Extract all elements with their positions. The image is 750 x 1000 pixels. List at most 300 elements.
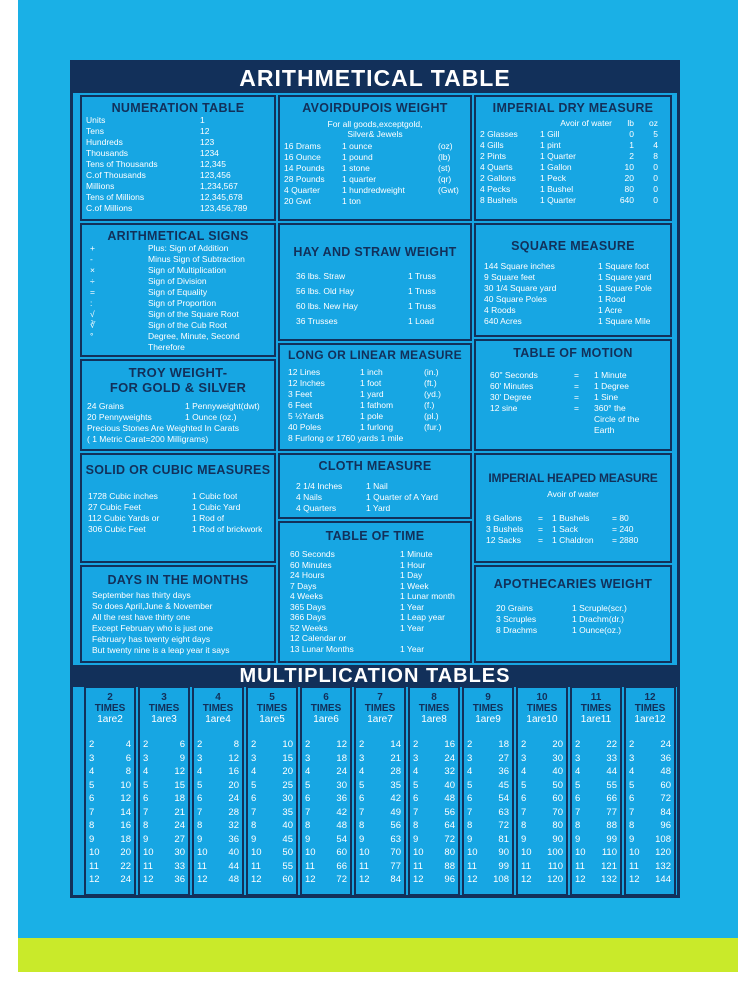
times-table-9 (462, 686, 514, 896)
table-row (467, 806, 509, 820)
product: 30 (282, 793, 293, 804)
times-name: 1are10 (526, 714, 558, 725)
table-row (467, 792, 509, 806)
product: 72 (336, 874, 347, 885)
list-item: 60 Seconds 1 Minute (290, 549, 433, 559)
table-row (89, 779, 131, 793)
table-row (251, 752, 293, 766)
list-item: 20 Gwt 1 ton (284, 196, 361, 206)
table-row (467, 833, 509, 847)
table-row (359, 752, 401, 766)
times-label: TIMES (580, 703, 612, 714)
product: 12 (336, 739, 347, 750)
table-row (359, 792, 401, 806)
table-row (575, 765, 617, 779)
multiplier: 12 (197, 874, 208, 885)
product: 24 (120, 874, 131, 885)
times-label: TIMES (364, 703, 396, 714)
product: 24 (444, 752, 455, 764)
multiplier: 12 (413, 874, 424, 885)
list-item: 20 Grains 1 Scruple(scr.) (496, 603, 627, 613)
times-number: 10 (536, 692, 548, 703)
times-label: TIMES (202, 703, 234, 714)
table-row (143, 819, 185, 833)
list-item: ∛ Sign of the Cub Root (90, 320, 227, 330)
multiplier: 10 (359, 847, 370, 858)
product: 24 (336, 766, 347, 777)
list-item: 3 Bushels = 1 Sack = 240 (486, 524, 634, 534)
product: 72 (660, 793, 671, 804)
multiplier: 7 (197, 806, 203, 818)
table-row (197, 792, 239, 806)
cover-bottom-stripe (18, 938, 738, 972)
list-item: 28 Pounds 1 quarter (qr) (284, 174, 452, 184)
multiplier: 10 (521, 847, 532, 858)
multiplier: 3 (521, 752, 527, 764)
times-table-rows (143, 738, 185, 887)
multiplier: 3 (197, 752, 203, 764)
multiplier: 3 (251, 752, 257, 764)
table-row (467, 765, 509, 779)
time-rows (280, 549, 470, 654)
multiplier: 7 (305, 806, 311, 818)
multiplier: 3 (467, 752, 473, 764)
hay-straw-rows (280, 269, 470, 329)
troy-note: Precious Stones Are Weighted In Carats (87, 423, 239, 433)
product: 63 (390, 833, 401, 845)
product: 27 (174, 833, 185, 845)
times-table-rows (467, 738, 509, 887)
multiplier: 10 (575, 847, 586, 858)
poem-line: September has thirty days (92, 590, 191, 600)
times-name: 1are3 (151, 714, 177, 725)
table-row (521, 752, 563, 766)
product: 40 (282, 820, 293, 831)
table-row (89, 846, 131, 860)
times-table-11 (570, 686, 622, 896)
product: 144 (655, 874, 671, 885)
times-label: TIMES (94, 703, 126, 714)
list-item: - Minus Sign of Subtraction (90, 254, 245, 264)
product: 60 (282, 874, 293, 885)
multiplier: 2 (413, 739, 419, 750)
table-row (251, 873, 293, 887)
multiplier: 11 (413, 860, 423, 872)
list-item: 13 Lunar Months 1 Year (290, 643, 425, 654)
table-row (305, 846, 347, 860)
table-row (143, 738, 185, 752)
product: 16 (228, 766, 239, 777)
multiplier: 12 (143, 874, 154, 885)
list-item: Tens 12 (86, 126, 210, 136)
product: 56 (444, 806, 455, 818)
list-item: 3 Scruples 1 Drachm(dr.) (496, 614, 624, 624)
multiplier: 6 (467, 793, 473, 804)
times-table-header (410, 688, 458, 725)
product: 99 (498, 860, 509, 872)
multiplier: 3 (89, 752, 95, 764)
times-table-7 (354, 686, 406, 896)
linear-note: 8 Furlong or 1760 yards 1 mile (288, 433, 404, 443)
times-table-rows (251, 738, 293, 887)
table-row (359, 846, 401, 860)
table-row (359, 860, 401, 874)
table-row (305, 860, 347, 874)
times-table-rows (413, 738, 455, 887)
list-item: 144 Square inches 1 Square foot (484, 261, 650, 271)
list-item: 30' Degree = 1 Sine (490, 392, 619, 402)
product: 70 (552, 806, 563, 818)
table-row (305, 833, 347, 847)
table-row (197, 833, 239, 847)
multiplier: 10 (197, 847, 208, 858)
times-table-6 (300, 686, 352, 896)
cloth-measure (278, 453, 472, 519)
times-table-header (140, 688, 188, 725)
list-item: 365 Days 1 Year (290, 601, 425, 612)
multiplier: 8 (143, 820, 149, 831)
multiplier: 2 (143, 739, 149, 750)
apothecaries-weight (474, 565, 672, 663)
apothecaries-title: APOTHECARIES WEIGHT (493, 577, 653, 591)
product: 110 (601, 847, 617, 858)
table-row (521, 738, 563, 752)
multiplier: 7 (521, 806, 527, 818)
times-name: 1are11 (580, 714, 612, 725)
list-item: Tens of Millions 12,345,678 (86, 192, 243, 202)
product: 50 (282, 847, 293, 858)
list-item: 40 Poles 1 furlong (fur.) (288, 422, 442, 432)
times-number: 8 (431, 692, 437, 703)
product: 30 (552, 752, 563, 764)
product: 36 (336, 793, 347, 804)
product: 15 (282, 752, 293, 764)
avoirdupois-rows (280, 141, 470, 207)
list-item: √ Sign of the Square Root (90, 309, 239, 319)
table-row (521, 819, 563, 833)
table-row (413, 833, 455, 847)
product: 36 (174, 874, 185, 885)
times-table-header (626, 688, 674, 725)
list-item: 8 Drachms 1 Ounce(oz.) (496, 625, 622, 635)
list-item: ° Degree, Minute, Second (90, 331, 240, 341)
multiplier: 4 (305, 766, 311, 777)
heaped-title: IMPERIAL HEAPED MEASURE (488, 471, 658, 485)
square-measure-title: SQUARE MEASURE (511, 239, 635, 253)
list-item: 4 Weeks 1 Lunar month (290, 591, 455, 601)
times-table-rows (305, 738, 347, 887)
table-row (305, 752, 347, 766)
product: 132 (601, 874, 617, 885)
product: 77 (606, 806, 617, 818)
multiplier: 6 (413, 793, 419, 804)
multiplier: 10 (305, 847, 316, 858)
multiplier: 9 (359, 833, 365, 845)
multiplier: 5 (197, 779, 203, 791)
linear-title: LONG OR LINEAR MEASURE (288, 348, 462, 362)
table-row (251, 792, 293, 806)
times-label: TIMES (526, 703, 558, 714)
table-row (197, 806, 239, 820)
list-item: 4 Gills 1 pint 1 4 (480, 140, 658, 150)
multiplier: 8 (305, 820, 311, 831)
table-row (413, 860, 455, 874)
table-row (521, 846, 563, 860)
multiplier: 7 (467, 806, 473, 818)
product: 40 (552, 766, 563, 777)
troy-note-carat: ( 1 Metric Carat=200 Milligrams) (87, 434, 209, 444)
table-row (467, 819, 509, 833)
list-item: 60" Seconds = 1 Minute (490, 370, 627, 380)
list-item: 12 sine = 360° the (490, 403, 626, 413)
main-title: ARITHMETICAL TABLE (73, 63, 677, 93)
multiplier: 12 (305, 874, 316, 885)
product: 16 (120, 820, 131, 831)
table-row (89, 765, 131, 779)
multiplier: 6 (359, 793, 365, 804)
multiplier: 12 (89, 874, 100, 885)
product: 20 (552, 739, 563, 750)
table-row (89, 860, 131, 874)
table-row (521, 873, 563, 887)
multiplier: 5 (629, 779, 635, 791)
multiplier: 7 (143, 806, 149, 818)
arithmetical-signs-rows (82, 243, 274, 353)
table-row (305, 873, 347, 887)
table-row (197, 738, 239, 752)
times-number: 3 (161, 692, 167, 703)
list-item: 4 Quarts 1 Gallon 10 0 (480, 162, 658, 172)
list-item: Circle of the (594, 414, 640, 424)
product: 49 (390, 806, 401, 818)
time-title: TABLE OF TIME (325, 529, 425, 543)
table-row (629, 765, 671, 779)
times-name: 1are8 (421, 714, 447, 725)
product: 30 (174, 847, 185, 858)
product: 9 (179, 752, 185, 764)
times-name: 1are2 (97, 714, 123, 725)
list-item: 20 Pennyweights 1 Ounce (oz.) (87, 412, 237, 422)
product: 24 (174, 820, 185, 831)
product: 21 (390, 752, 401, 764)
list-item: 36 Trusses 1 Load (296, 316, 434, 326)
table-row (359, 819, 401, 833)
list-item: 8 Gallons = 1 Bushels = 80 (486, 513, 629, 523)
table-row (521, 765, 563, 779)
times-label: TIMES (256, 703, 288, 714)
list-item: 52 Weeks 1 Year (290, 622, 425, 633)
square-measure (474, 223, 672, 337)
table-row (89, 752, 131, 766)
table-row (143, 833, 185, 847)
list-item: 2 Glasses 1 Gill 0 5 (480, 129, 658, 139)
times-number: 4 (215, 692, 221, 703)
multiplier: 2 (467, 739, 473, 750)
heaped-subtitle: Avoir of water (547, 489, 599, 499)
table-row (521, 833, 563, 847)
product: 60 (660, 779, 671, 791)
multiplier: 9 (413, 833, 419, 845)
multiplier: 6 (251, 793, 257, 804)
table-row (89, 738, 131, 752)
list-item: Millions 1,234,567 (86, 181, 238, 191)
multiplier: 5 (251, 779, 257, 791)
imperial-heaped-measure (474, 453, 672, 563)
list-item: 306 Cubic Feet 1 Rod of brickwork (88, 524, 263, 534)
multiplier: 4 (251, 766, 257, 777)
times-name: 1are5 (259, 714, 285, 725)
linear-rows (280, 367, 470, 444)
multiplier: 12 (521, 874, 532, 885)
table-row (197, 779, 239, 793)
table-row (467, 738, 509, 752)
multiplier: 8 (521, 820, 527, 831)
list-item: 112 Cubic Yards or 1 Rod of (88, 513, 225, 523)
times-table-rows (521, 738, 563, 887)
solid-cubic-measures (80, 453, 276, 563)
product: 12 (228, 752, 239, 764)
list-item: 12 Lines 1 inch (in.) (288, 367, 439, 377)
product: 81 (498, 833, 509, 845)
table-row (359, 765, 401, 779)
multiplier: 6 (629, 793, 635, 804)
product: 90 (552, 833, 563, 845)
times-number: 12 (644, 692, 656, 703)
list-item: 4 Pecks 1 Bushel 80 0 (480, 184, 658, 194)
table-row (197, 873, 239, 887)
product: 20 (282, 766, 293, 777)
list-item: : Sign of Proportion (90, 298, 217, 308)
table-row (197, 819, 239, 833)
product: 96 (444, 874, 455, 885)
table-row (467, 860, 509, 874)
days-in-the-months (80, 565, 276, 663)
multiplier: 2 (359, 739, 365, 750)
troy-title-line2: FOR GOLD & SILVER (109, 380, 247, 395)
imperial-dry-title: IMPERIAL DRY MEASURE (492, 101, 654, 115)
product: 4 (125, 739, 131, 750)
product: 96 (660, 820, 671, 831)
multiplier: 4 (521, 766, 527, 777)
table-row (575, 873, 617, 887)
product: 132 (655, 860, 671, 872)
product: 45 (282, 833, 293, 845)
poem-line: But twenty nine is a leap year it says (92, 645, 230, 655)
times-number: 5 (269, 692, 275, 703)
times-table-header (518, 688, 566, 725)
table-row (629, 819, 671, 833)
list-item: = Sign of Equality (90, 287, 208, 297)
table-row (575, 738, 617, 752)
product: 60 (336, 847, 347, 858)
product: 84 (390, 874, 401, 885)
list-item: 56 lbs. Old Hay 1 Truss (296, 286, 436, 296)
multiplier: 8 (413, 820, 419, 831)
multiplier: 5 (467, 779, 473, 791)
product: 36 (660, 752, 671, 764)
multiplier: 2 (575, 739, 581, 750)
table-row (89, 819, 131, 833)
table-row (413, 779, 455, 793)
table-row (629, 860, 671, 874)
multiplier: 6 (89, 793, 95, 804)
table-row (143, 792, 185, 806)
days-title: DAYS IN THE MONTHS (107, 573, 249, 587)
multiplier: 7 (413, 806, 419, 818)
multiplier: 5 (521, 779, 527, 791)
product: 77 (390, 860, 401, 872)
product: 32 (228, 820, 239, 831)
product: 72 (444, 833, 455, 845)
times-table-8 (408, 686, 460, 896)
multiplier: 3 (359, 752, 365, 764)
product: 48 (660, 766, 671, 777)
times-name: 1are6 (313, 714, 339, 725)
multiplier: 8 (629, 820, 635, 831)
cloth-rows (280, 481, 470, 514)
product: 88 (444, 860, 455, 872)
list-item: 60 lbs. New Hay 1 Truss (296, 301, 436, 311)
times-table-rows (89, 738, 131, 887)
table-row (521, 792, 563, 806)
list-item: 30 1/4 Square yard 1 Square Pole (484, 283, 652, 293)
imperial-dry-header: Avoir of water lb oz (560, 118, 658, 128)
list-item: 7 Days 1 Week (290, 580, 429, 591)
product: 56 (390, 820, 401, 831)
product: 44 (228, 860, 239, 872)
multiplier: 2 (521, 739, 527, 750)
product: 15 (174, 779, 185, 791)
list-item: 40 Square Poles 1 Rood (484, 294, 626, 304)
multiplier: 4 (413, 766, 419, 777)
hay-straw-weight (278, 223, 472, 341)
list-item: + Plus: Sign of Addition (90, 243, 229, 253)
list-item: Therefore (148, 342, 185, 352)
table-row (359, 779, 401, 793)
list-item: 12 Sacks = 1 Chaldron = 2880 (486, 535, 639, 545)
list-item: 3 Feet 1 yard (yd.) (288, 389, 441, 399)
times-name: 1are9 (475, 714, 501, 725)
times-table-header (194, 688, 242, 725)
times-number: 9 (485, 692, 491, 703)
list-item: 2 Gallons 1 Peck 20 0 (480, 173, 658, 183)
long-linear-measure (278, 343, 472, 451)
product: 42 (390, 793, 401, 804)
multiplier: 7 (629, 806, 635, 818)
product: 63 (498, 806, 509, 818)
table-row (89, 806, 131, 820)
table-row (251, 860, 293, 874)
product: 60 (552, 793, 563, 804)
multiplier: 9 (521, 833, 527, 845)
table-row (575, 779, 617, 793)
multiplier: 10 (143, 847, 154, 858)
table-row (143, 860, 185, 874)
times-table-header (572, 688, 620, 725)
table-row (629, 846, 671, 860)
multiplier: 9 (197, 833, 203, 845)
product: 48 (444, 793, 455, 804)
times-table-header (86, 688, 134, 725)
times-table-rows (197, 738, 239, 887)
multiplier: 11 (467, 860, 477, 872)
product: 18 (336, 752, 347, 764)
list-item: 6 Feet 1 fathom (f.) (288, 400, 435, 410)
imperial-dry-rows (476, 129, 670, 206)
multiplication-title: MULTIPLICATION TABLES (73, 665, 677, 687)
times-number: 6 (323, 692, 329, 703)
product: 54 (336, 833, 347, 845)
